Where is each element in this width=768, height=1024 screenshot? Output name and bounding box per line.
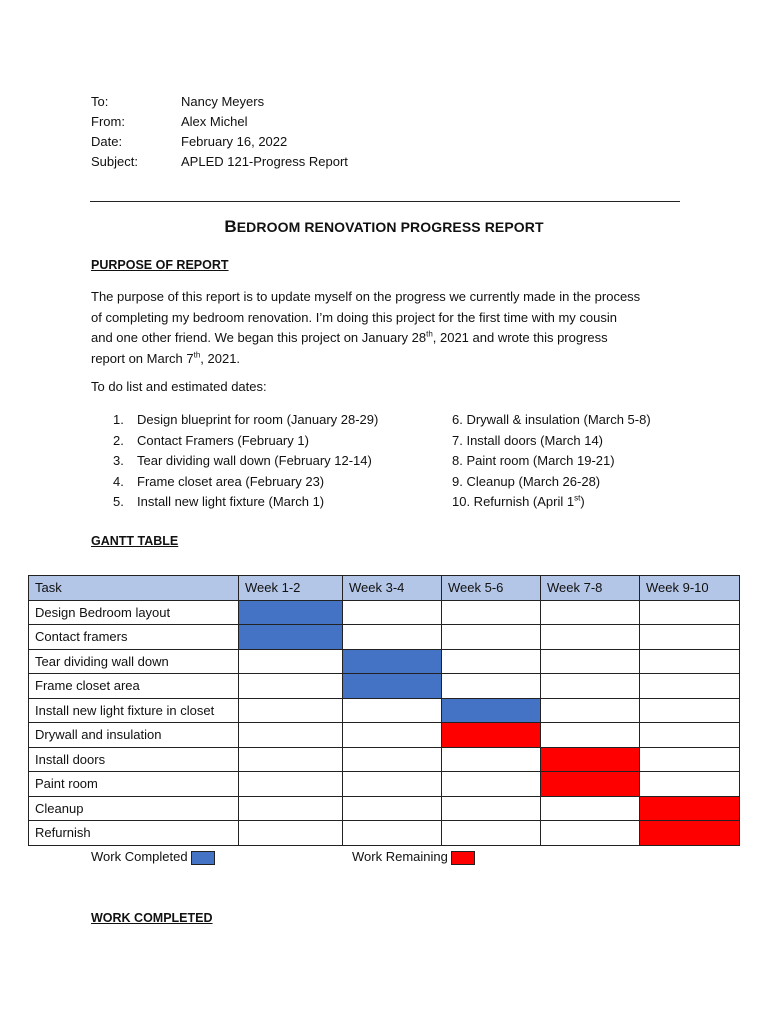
gantt-empty-cell <box>442 674 541 699</box>
list-item: 2. Contact Framers (February 1) <box>113 432 309 448</box>
gantt-empty-cell <box>343 821 442 846</box>
todo-list-right <box>452 410 651 513</box>
legend-remaining-label: Work Remaining <box>352 849 448 864</box>
gantt-header-week: Week 7-8 <box>541 576 640 601</box>
table-row <box>29 600 740 625</box>
gantt-header-week: Week 3-4 <box>343 576 442 601</box>
memo-date-label: Date: <box>91 134 123 149</box>
memo-to-label: To: <box>91 94 109 109</box>
list-item: 1. Design blueprint for room (January 28-29) <box>113 412 379 427</box>
table-row <box>29 723 740 748</box>
gantt-task-cell: Install doors <box>29 747 239 772</box>
gantt-empty-cell <box>343 796 442 821</box>
gantt-empty-cell <box>640 698 740 723</box>
gantt-task-cell: Refurnish <box>29 821 239 846</box>
gantt-task-cell: Drywall and insulation <box>29 723 239 748</box>
gantt-empty-cell <box>541 625 640 650</box>
table-row <box>29 772 740 797</box>
table-row <box>29 649 740 674</box>
purpose-heading: PURPOSE OF REPORT <box>91 258 229 272</box>
gantt-empty-cell <box>541 796 640 821</box>
gantt-empty-cell <box>640 747 740 772</box>
gantt-bar-remaining <box>541 747 640 772</box>
list-item: 10. Refurnish (April 1st) <box>452 493 585 509</box>
gantt-empty-cell <box>442 649 541 674</box>
gantt-empty-cell <box>239 649 343 674</box>
gantt-task-cell: Frame closet area <box>29 674 239 699</box>
memo-from-value: Alex Michel <box>181 114 248 129</box>
gantt-empty-cell <box>640 600 740 625</box>
gantt-empty-cell <box>640 723 740 748</box>
list-item: 3. Tear dividing wall down (February 12-14) <box>113 453 372 468</box>
list-item: 7. Install doors (March 14) <box>452 432 604 448</box>
table-row <box>29 747 740 772</box>
purpose-paragraph <box>91 287 691 369</box>
gantt-empty-cell <box>442 747 541 772</box>
table-row <box>29 796 740 821</box>
legend-completed-label: Work Completed <box>91 849 188 864</box>
gantt-empty-cell <box>541 821 640 846</box>
gantt-empty-cell <box>640 625 740 650</box>
gantt-empty-cell <box>343 747 442 772</box>
gantt-empty-cell <box>541 600 640 625</box>
gantt-empty-cell <box>640 674 740 699</box>
memo-subject-value: APLED 121-Progress Report <box>181 154 348 169</box>
memo-to-value: Nancy Meyers <box>181 94 265 109</box>
purpose-line-4: report on March 7th, 2021. <box>91 350 241 366</box>
gantt-empty-cell <box>442 796 541 821</box>
todo-list-left <box>113 410 378 513</box>
gantt-empty-cell <box>343 723 442 748</box>
list-item: 4. Frame closet area (February 23) <box>113 473 325 489</box>
gantt-bar-remaining <box>640 821 740 846</box>
list-item: 5. Install new light fixture (March 1) <box>113 494 325 509</box>
gantt-task-cell: Paint room <box>29 772 239 797</box>
gantt-bar-completed <box>239 625 343 650</box>
gantt-task-cell: Cleanup <box>29 796 239 821</box>
todo-intro: To do list and estimated dates: <box>91 379 267 394</box>
title-rest: EDROOM RENOVATION PROGRESS REPORT <box>236 219 544 235</box>
gantt-bar-remaining <box>541 772 640 797</box>
purpose-line-3: and one other friend. We began this project on January 28th, 2021 and wrote this progress <box>91 329 608 345</box>
gantt-task-cell: Design Bedroom layout <box>29 600 239 625</box>
legend-completed-swatch <box>191 851 215 865</box>
title-first-letter: B <box>224 217 237 236</box>
gantt-empty-cell <box>343 698 442 723</box>
list-item: 9. Cleanup (March 26-28) <box>452 473 601 489</box>
gantt-empty-cell <box>239 796 343 821</box>
memo-subject-label: Subject: <box>91 154 138 169</box>
gantt-empty-cell <box>442 625 541 650</box>
gantt-empty-cell <box>343 772 442 797</box>
gantt-empty-cell <box>442 772 541 797</box>
gantt-empty-cell <box>239 821 343 846</box>
gantt-empty-cell <box>239 772 343 797</box>
gantt-task-cell: Tear dividing wall down <box>29 649 239 674</box>
page-title <box>0 217 768 237</box>
gantt-empty-cell <box>239 723 343 748</box>
work-completed-heading: WORK COMPLETED <box>91 911 213 925</box>
gantt-header-week: Week 1-2 <box>239 576 343 601</box>
gantt-empty-cell <box>442 600 541 625</box>
gantt-empty-cell <box>343 625 442 650</box>
memo-date-value: February 16, 2022 <box>181 134 288 149</box>
header-divider <box>90 201 680 202</box>
table-row <box>29 674 740 699</box>
gantt-header-task: Task <box>29 576 239 601</box>
gantt-header-week: Week 5-6 <box>442 576 541 601</box>
gantt-table <box>28 575 740 846</box>
gantt-empty-cell <box>541 698 640 723</box>
legend-remaining <box>352 849 475 865</box>
gantt-empty-cell <box>239 747 343 772</box>
legend-completed <box>91 849 215 865</box>
gantt-empty-cell <box>343 600 442 625</box>
gantt-task-cell: Contact framers <box>29 625 239 650</box>
gantt-bar-remaining <box>442 723 541 748</box>
gantt-bar-completed <box>239 600 343 625</box>
gantt-header-week: Week 9-10 <box>640 576 740 601</box>
table-row <box>29 698 740 723</box>
gantt-header-row <box>29 576 740 601</box>
gantt-bar-completed <box>343 649 442 674</box>
purpose-line-1: The purpose of this report is to update myself on the progress we currently made in the process <box>91 289 641 304</box>
gantt-empty-cell <box>442 821 541 846</box>
table-row <box>29 821 740 846</box>
gantt-empty-cell <box>640 772 740 797</box>
gantt-empty-cell <box>541 723 640 748</box>
table-row <box>29 625 740 650</box>
list-item: 8. Paint room (March 19-21) <box>452 453 615 468</box>
gantt-empty-cell <box>541 649 640 674</box>
gantt-bar-completed <box>442 698 541 723</box>
list-item: 6. Drywall & insulation (March 5-8) <box>452 412 651 427</box>
gantt-empty-cell <box>541 674 640 699</box>
gantt-empty-cell <box>239 674 343 699</box>
gantt-bar-remaining <box>640 796 740 821</box>
gantt-task-cell: Install new light fixture in closet <box>29 698 239 723</box>
legend-remaining-swatch <box>451 851 475 865</box>
gantt-bar-completed <box>343 674 442 699</box>
purpose-line-2: of completing my bedroom renovation. I’m doing this project for the first time with my cousin <box>91 309 617 325</box>
memo-from-label: From: <box>91 114 125 129</box>
gantt-empty-cell <box>640 649 740 674</box>
gantt-heading: GANTT TABLE <box>91 534 179 548</box>
gantt-empty-cell <box>239 698 343 723</box>
